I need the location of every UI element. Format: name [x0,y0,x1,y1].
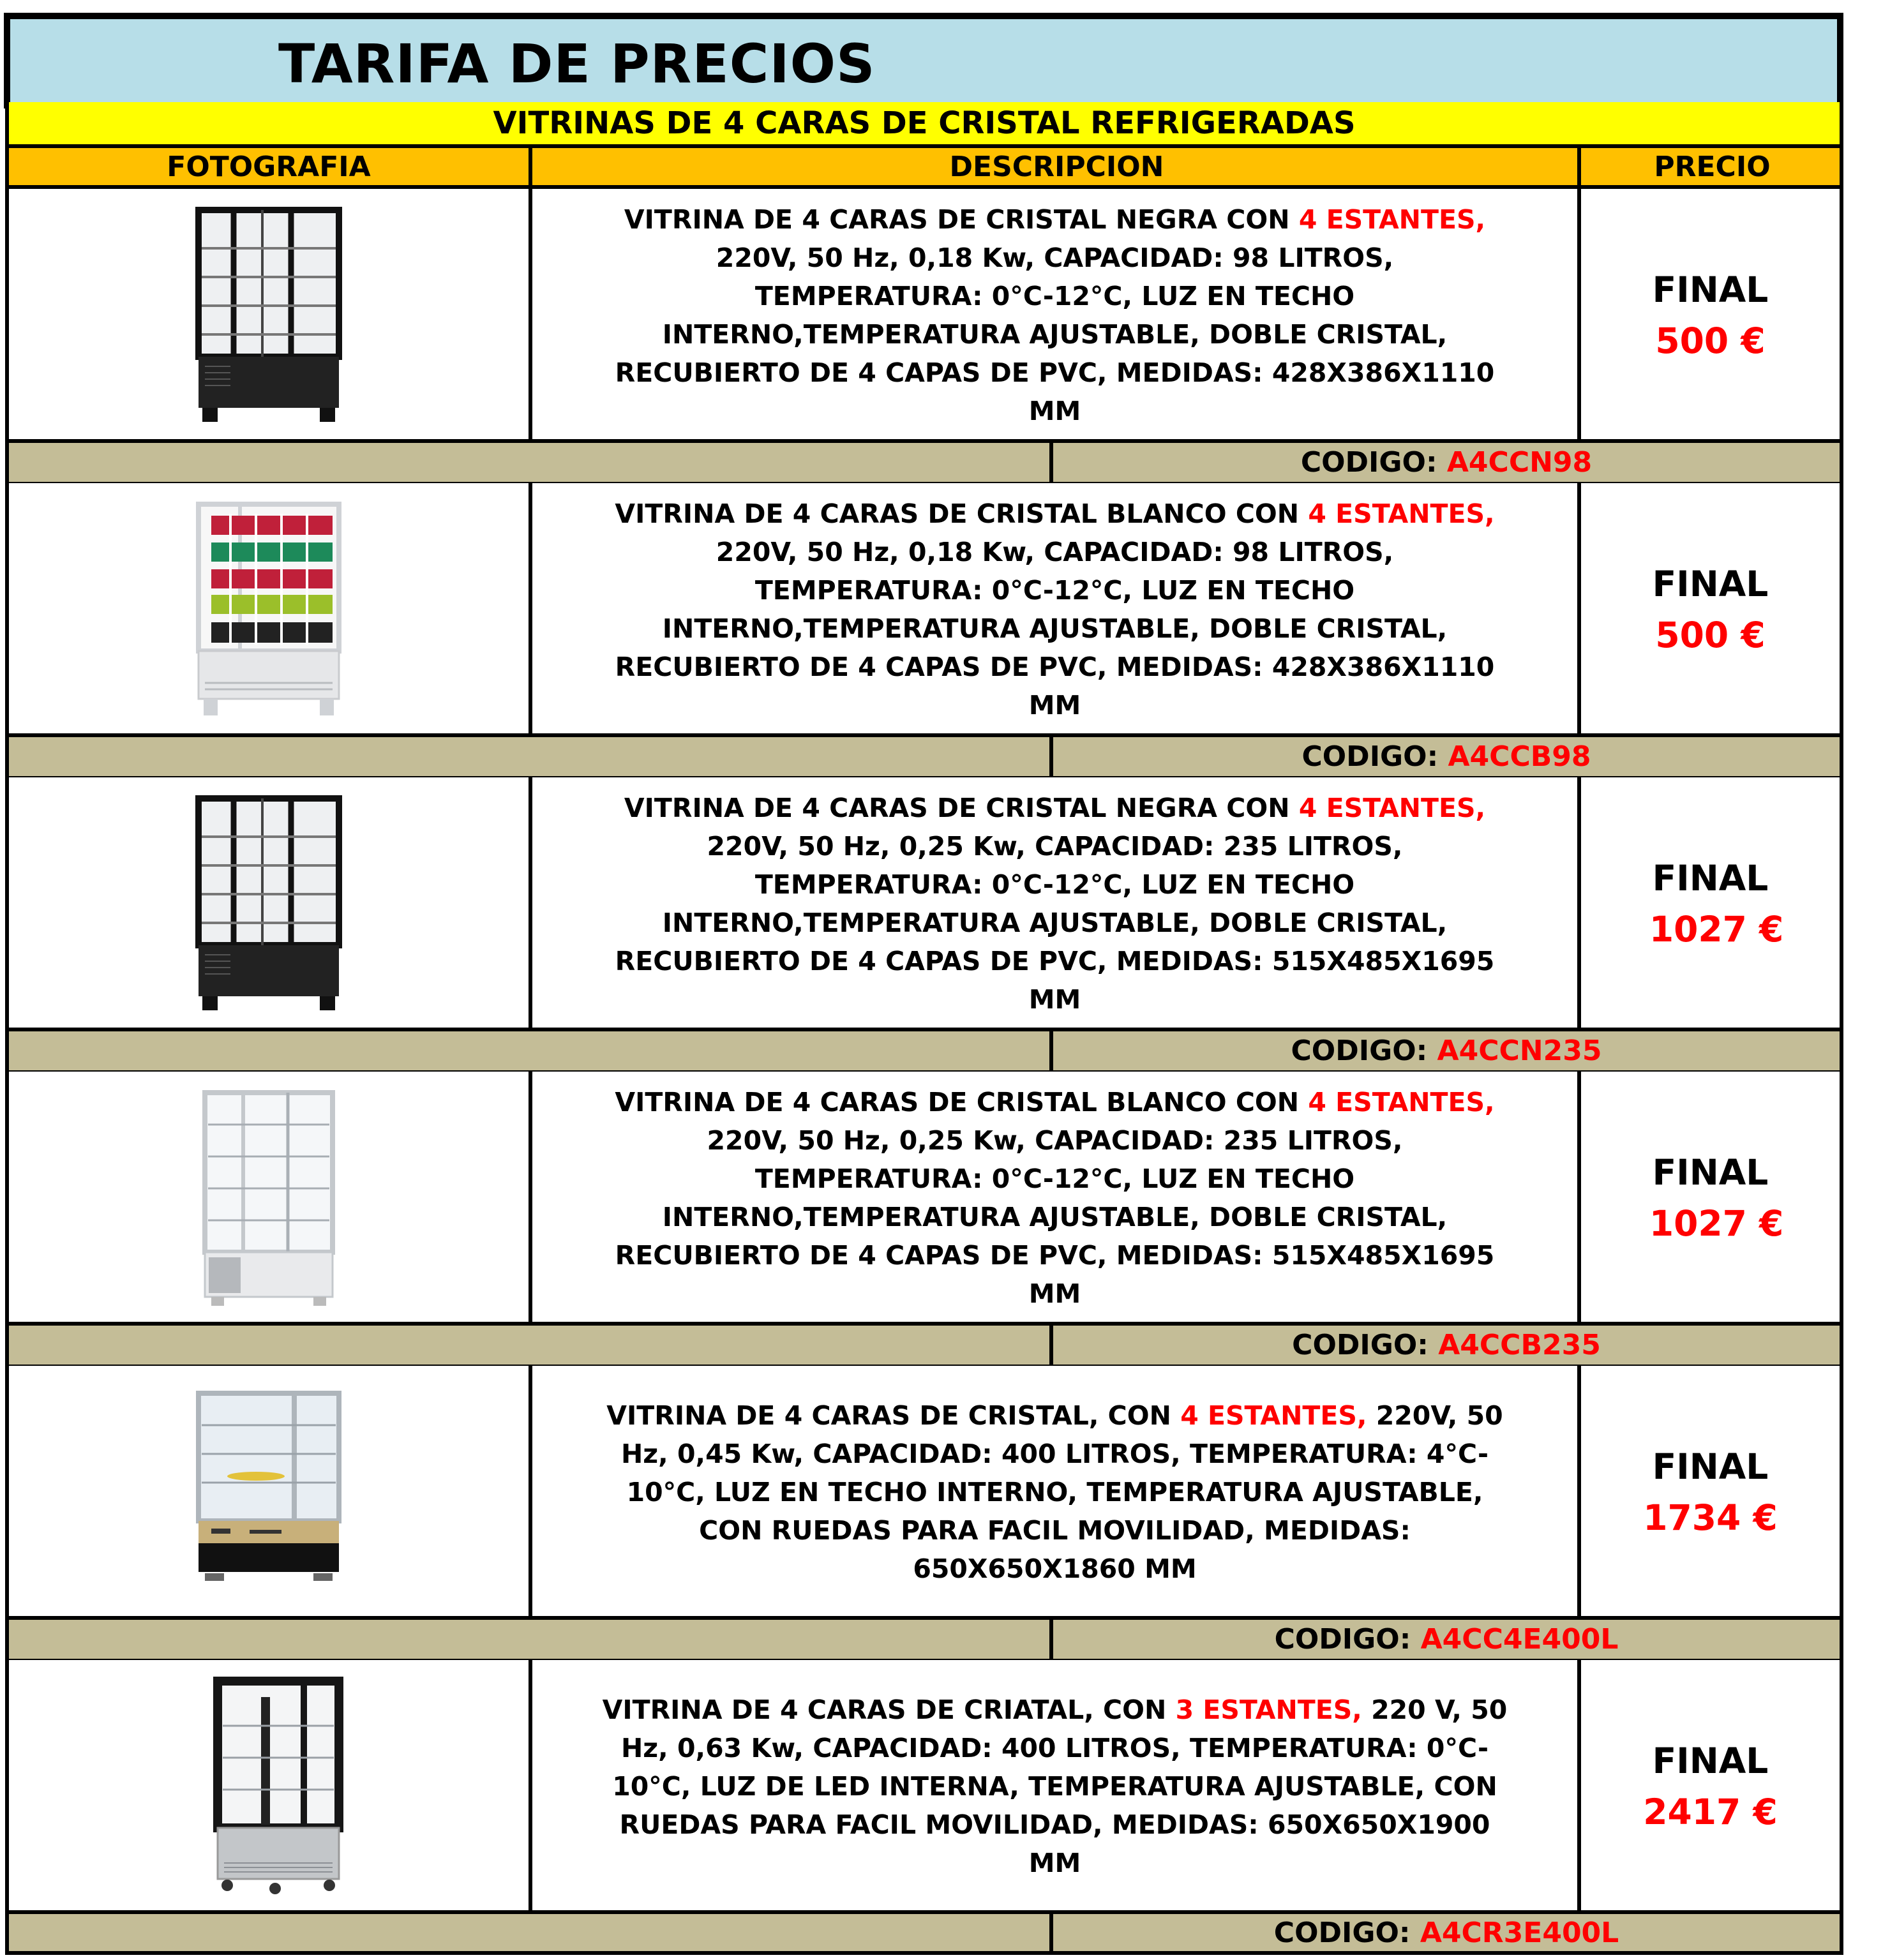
product-row [5,1072,1843,1324]
description-text: MM [1028,1278,1081,1309]
code-band-spacer [9,1031,1053,1070]
description-line [663,1198,1448,1236]
product-row [5,483,1843,736]
description-text: VITRINA DE 4 CARAS DE CRISTAL NEGRA CON [624,793,1299,823]
product-code [1053,1031,1840,1070]
description-text: 220V, 50 [1367,1400,1503,1431]
final-price-label: FINAL [1652,858,1769,899]
description-text: RUEDAS PARA FACIL MOVILIDAD, MEDIDAS: 650X650X1900 [619,1809,1490,1840]
description-line [615,942,1495,980]
product-code [1053,1914,1840,1951]
code-label: CODIGO: [1274,1623,1421,1656]
description-line [913,1550,1196,1588]
description-text: VITRINA DE 4 CARAS DE CRISTAL, CON [606,1400,1181,1431]
product-code [1053,1326,1840,1365]
description-line [624,200,1485,239]
product-code [1053,443,1840,482]
description-text: RECUBIERTO DE 4 CAPAS DE PVC, MEDIDAS: 428X386X1110 [615,357,1495,388]
description-text: 220V, 50 Hz, 0,18 Kw, CAPACIDAD: 98 LITROS, [716,243,1394,273]
product-price [1577,483,1840,736]
silver-gold-display-cabinet-icon [186,1380,352,1604]
description-text: 220 V, 50 [1361,1694,1508,1725]
description-line [620,1806,1490,1844]
description-line [1029,686,1081,724]
final-price-label: FINAL [1652,1740,1769,1781]
product-description [529,1072,1577,1324]
code-label: CODIGO: [1301,740,1448,773]
white-glass-display-fridge-icon [186,1086,352,1310]
product-code-band [5,1028,1843,1074]
description-line [663,315,1448,354]
column-header-photo [9,148,529,185]
description-text: 10°C, LUZ DE LED INTERNA, TEMPERATURA AJUSTABLE, CON [612,1771,1497,1802]
shelves-highlight: 4 ESTANTES, [1308,498,1495,529]
description-line [627,1473,1483,1511]
description-text: Hz, 0,45 Kw, CAPACIDAD: 400 LITROS, TEMPERATURA: 4°C- [620,1439,1489,1469]
category-title: VITRINAS DE 4 CARAS DE CRISTAL REFRIGERADAS [493,105,1356,141]
product-description [529,1660,1577,1913]
product-row [5,189,1843,442]
product-row [5,777,1843,1030]
product-code-band [5,1910,1843,1955]
description-text: 220V, 50 Hz, 0,18 Kw, CAPACIDAD: 98 LITROS, [716,537,1394,567]
product-photo [9,1366,529,1619]
description-line [1029,1844,1081,1882]
description-text: CON RUEDAS PARA FACIL MOVILIDAD, MEDIDAS: [699,1515,1411,1546]
page-title: TARIFA DE PRECIOS [278,33,876,95]
description-text: 650X650X1860 MM [913,1553,1197,1584]
black-steel-display-cabinet-icon [186,1675,352,1898]
description-line [699,1511,1411,1550]
price-value: 1027 € [1637,909,1784,950]
description-text: VITRINA DE 4 CARAS DE CRISTAL BLANCO CON [615,498,1309,529]
final-price-label: FINAL [1652,1446,1769,1487]
description-text: 220V, 50 Hz, 0,25 Kw, CAPACIDAD: 235 LITROS, [707,831,1403,862]
description-line [716,533,1393,571]
description-text: 10°C, LUZ EN TECHO INTERNO, TEMPERATURA AJUSTABLE, [626,1477,1483,1507]
code-label: CODIGO: [1273,1916,1420,1949]
description-line [615,495,1494,533]
title-banner [4,13,1843,108]
code-band-spacer [9,443,1053,482]
description-text: MM [1028,396,1081,426]
description-line [755,571,1354,610]
price-value: 1027 € [1637,1203,1784,1244]
product-row [5,1366,1843,1619]
black-glass-display-fridge-icon [186,792,352,1015]
code-value: A4CCB235 [1438,1329,1601,1361]
description-text: RECUBIERTO DE 4 CAPAS DE PVC, MEDIDAS: 515X485X1695 [615,946,1495,976]
product-price [1577,189,1840,442]
description-line [612,1767,1497,1806]
product-description [529,777,1577,1030]
description-line [624,789,1485,827]
product-price [1577,777,1840,1030]
description-text: TEMPERATURA: 0°C-12°C, LUZ EN TECHO [754,575,1355,606]
product-code-band [5,733,1843,780]
column-header-price [1577,148,1843,185]
description-line [716,239,1393,277]
description-text: TEMPERATURA: 0°C-12°C, LUZ EN TECHO [754,869,1355,900]
description-text: INTERNO,TEMPERATURA AJUSTABLE, DOBLE CRISTAL, [662,613,1448,644]
description-line [707,827,1403,865]
code-value: A4CR3E400L [1420,1916,1619,1949]
product-description [529,483,1577,736]
description-line [1029,980,1081,1019]
column-header-price-label: PRECIO [1654,150,1771,183]
final-price-label: FINAL [1652,1152,1769,1193]
shelves-highlight: 4 ESTANTES, [1298,793,1486,823]
description-text: INTERNO,TEMPERATURA AJUSTABLE, DOBLE CRISTAL, [662,1202,1448,1232]
code-label: CODIGO: [1291,1035,1437,1067]
product-row [5,1660,1843,1913]
product-photo [9,483,529,736]
final-price-label: FINAL [1652,269,1769,310]
product-photo [9,1072,529,1324]
description-line [663,610,1448,648]
price-value: 500 € [1655,615,1766,655]
white-glass-display-fridge-with-cans-icon [186,498,352,721]
product-code-band [5,1322,1843,1368]
description-text: VITRINA DE 4 CARAS DE CRISTAL BLANCO CON [615,1087,1309,1118]
description-line [707,1121,1403,1160]
description-text: 220V, 50 Hz, 0,25 Kw, CAPACIDAD: 235 LITROS, [707,1125,1403,1156]
description-text: TEMPERATURA: 0°C-12°C, LUZ EN TECHO [754,1163,1355,1194]
description-text: TEMPERATURA: 0°C-12°C, LUZ EN TECHO [754,281,1355,311]
product-price [1577,1366,1840,1619]
description-line [615,1083,1494,1121]
price-value: 2417 € [1643,1792,1778,1832]
product-photo [9,1660,529,1913]
description-text: RECUBIERTO DE 4 CAPAS DE PVC, MEDIDAS: 428X386X1110 [615,652,1495,682]
code-value: A4CCN98 [1446,446,1593,479]
column-header-description [529,148,1581,185]
code-value: A4CCB98 [1448,740,1591,773]
product-price [1577,1072,1840,1324]
category-banner [5,102,1843,148]
description-line [663,904,1448,942]
product-photo [9,777,529,1030]
description-text: MM [1028,1848,1081,1878]
product-description [529,1366,1577,1619]
description-line [755,277,1354,315]
description-line [615,648,1495,686]
code-band-spacer [9,1326,1053,1365]
description-line [603,1691,1508,1729]
description-text: INTERNO,TEMPERATURA AJUSTABLE, DOBLE CRISTAL, [662,319,1448,350]
description-text: MM [1028,690,1081,721]
code-band-spacer [9,737,1053,776]
product-code [1053,737,1840,776]
description-line [615,354,1495,392]
description-text: INTERNO,TEMPERATURA AJUSTABLE, DOBLE CRISTAL, [662,908,1448,938]
column-header-description-label: DESCRIPCION [949,150,1164,183]
code-label: CODIGO: [1292,1329,1439,1361]
description-text: RECUBIERTO DE 4 CAPAS DE PVC, MEDIDAS: 515X485X1695 [615,1240,1495,1271]
description-line [755,1160,1354,1198]
product-photo [9,189,529,442]
table-header [5,144,1843,189]
column-header-photo-label: FOTOGRAFIA [167,150,371,183]
code-band-spacer [9,1620,1053,1659]
code-value: A4CC4E400L [1420,1623,1619,1656]
description-line [755,865,1354,904]
shelves-highlight: 4 ESTANTES, [1180,1400,1367,1431]
price-value: 1734 € [1643,1497,1778,1538]
description-line [615,1236,1495,1275]
final-price-label: FINAL [1652,564,1769,604]
product-description [529,189,1577,442]
black-glass-display-fridge-icon [186,204,352,427]
description-line [621,1729,1489,1767]
description-text: VITRINA DE 4 CARAS DE CRISTAL NEGRA CON [624,204,1299,235]
shelves-highlight: 4 ESTANTES, [1298,204,1486,235]
price-value: 500 € [1655,320,1766,361]
shelves-highlight: 3 ESTANTES, [1175,1694,1362,1725]
description-text: VITRINA DE 4 CARAS DE CRIATAL, CON [602,1694,1176,1725]
code-label: CODIGO: [1300,446,1447,479]
product-code-band [5,1616,1843,1663]
description-text: Hz, 0,63 Kw, CAPACIDAD: 400 LITROS, TEMPERATURA: 0°C- [620,1733,1489,1763]
product-code [1053,1620,1840,1659]
description-line [1029,392,1081,430]
description-line [621,1435,1489,1473]
code-band-spacer [9,1914,1053,1951]
description-text: MM [1028,984,1081,1015]
description-line [1029,1275,1081,1313]
product-code-band [5,439,1843,486]
code-value: A4CCN235 [1437,1035,1602,1067]
description-line [606,1396,1503,1435]
product-price [1577,1660,1840,1913]
shelves-highlight: 4 ESTANTES, [1308,1087,1495,1118]
